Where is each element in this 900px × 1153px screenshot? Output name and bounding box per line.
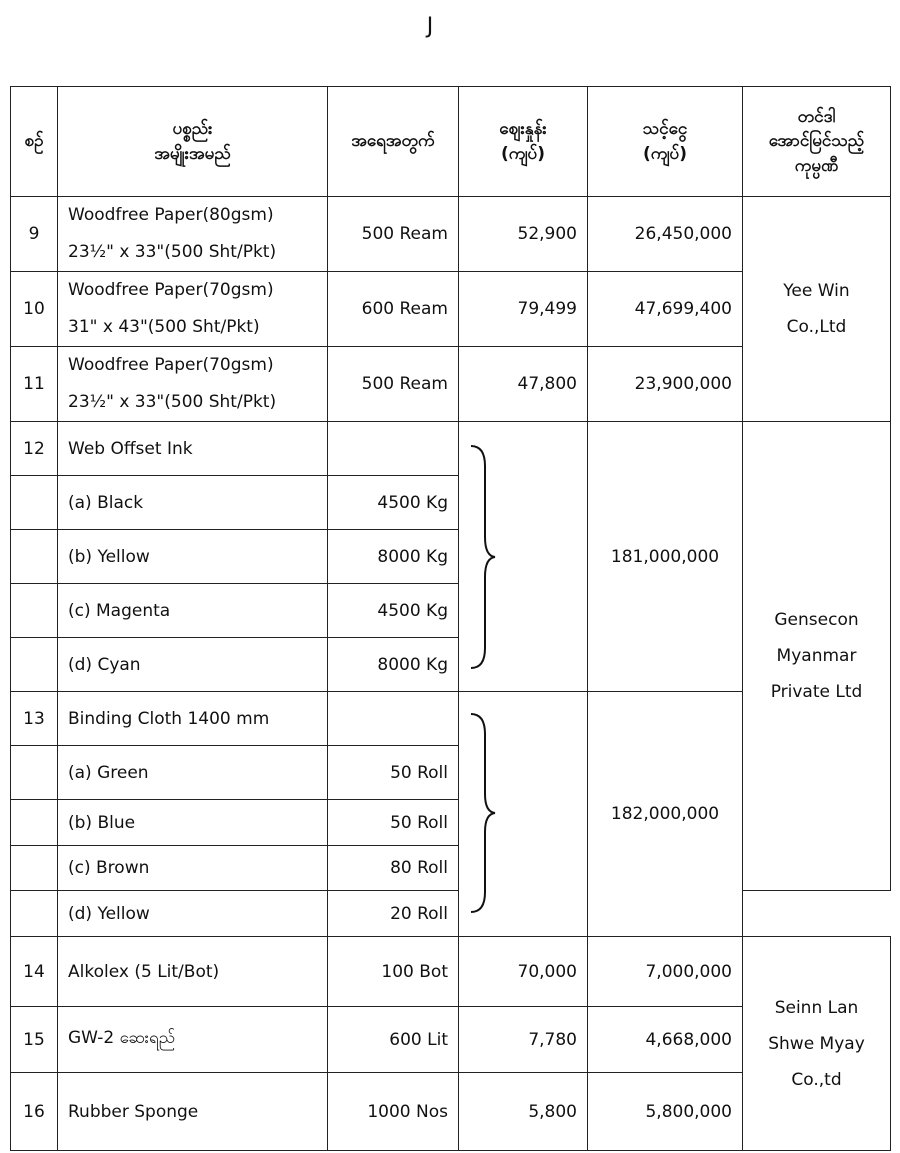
curly-brace-icon — [465, 712, 499, 914]
group-title: Web Offset Ink — [58, 422, 328, 476]
header-winner-line: ကုမ္ပဏီ — [794, 155, 839, 176]
sub-item: (c) Magenta — [58, 584, 328, 638]
row-item — [58, 272, 328, 347]
row-quantity: 500 Ream — [328, 347, 459, 422]
row-amount: 7,000,000 — [588, 937, 743, 1007]
sub-quantity: 4500 Kg — [328, 584, 459, 638]
supplier-line: Gensecon — [774, 610, 859, 630]
row-item — [58, 347, 328, 422]
row-item-line: Woodfree Paper(70gsm) — [68, 280, 274, 300]
row-price: 52,900 — [459, 197, 588, 272]
sub-quantity: 50 Roll — [328, 746, 459, 800]
header-winner-line: အောင်မြင်သည့် — [768, 131, 865, 152]
sub-quantity: 8000 Kg — [328, 638, 459, 692]
row-item: Rubber Sponge — [58, 1073, 328, 1151]
row-quantity: 600 Ream — [328, 272, 459, 347]
supplier-line: Myanmar — [776, 646, 857, 666]
page-number: J — [426, 14, 434, 39]
empty-cell — [328, 422, 459, 476]
header-item-line: အမျိုးအမည် — [154, 143, 231, 164]
supplier-line: Private Ltd — [770, 682, 863, 702]
supplier-line: Yee Win — [783, 281, 850, 301]
sub-quantity: 80 Roll — [328, 846, 459, 891]
supplier-cell — [743, 197, 891, 422]
table-header-row — [11, 87, 891, 197]
header-price-line: ဈေးနှုန်း — [499, 118, 547, 139]
row-quantity: 1000 Nos — [328, 1073, 459, 1151]
row-price: 7,780 — [459, 1007, 588, 1073]
table-row — [11, 197, 891, 272]
row-item-line: 23½" x 33"(500 Sht/Pkt) — [68, 242, 277, 262]
supplier-line: Co.,Ltd — [786, 317, 847, 337]
empty-cell — [11, 638, 58, 692]
sub-quantity: 8000 Kg — [328, 530, 459, 584]
empty-cell — [11, 800, 58, 846]
row-amount: 4,668,000 — [588, 1007, 743, 1073]
row-quantity: 500 Ream — [328, 197, 459, 272]
row-item-line: 31" x 43"(500 Sht/Pkt) — [68, 317, 260, 337]
group-amount: 182,000,000 — [588, 692, 743, 937]
group-amount: 181,000,000 — [588, 422, 743, 692]
row-no: 15 — [11, 1007, 58, 1073]
sub-item: (b) Blue — [58, 800, 328, 846]
empty-cell — [11, 746, 58, 800]
row-no: 14 — [11, 937, 58, 1007]
supplier-cell — [743, 422, 891, 891]
row-item-line: Woodfree Paper(80gsm) — [68, 205, 274, 225]
supplier-line: Seinn Lan — [774, 997, 859, 1018]
brace-cell — [459, 692, 588, 937]
row-quantity: 600 Lit — [328, 1007, 459, 1073]
row-no: 11 — [11, 347, 58, 422]
sub-quantity: 20 Roll — [328, 891, 459, 937]
header-amount — [588, 87, 743, 197]
row-no: 16 — [11, 1073, 58, 1151]
table-row — [11, 891, 891, 937]
header-no: စဉ် — [11, 87, 58, 197]
empty-cell — [328, 692, 459, 746]
empty-cell — [11, 891, 58, 937]
table-row — [11, 422, 891, 476]
procurement-table — [10, 86, 891, 1151]
empty-cell — [11, 530, 58, 584]
group-title: Binding Cloth 1400 mm — [58, 692, 328, 746]
row-item: GW-2 ဆေးရည် — [58, 1007, 328, 1073]
sub-item: (b) Yellow — [58, 530, 328, 584]
row-price: 5,800 — [459, 1073, 588, 1151]
row-no: 12 — [11, 422, 58, 476]
empty-cell — [11, 584, 58, 638]
sub-item: (d) Yellow — [58, 891, 328, 937]
empty-cell — [11, 846, 58, 891]
supplier-line: Shwe Myay — [768, 1033, 865, 1054]
row-item-line: Woodfree Paper(70gsm) — [68, 355, 274, 375]
row-no: 13 — [11, 692, 58, 746]
sub-quantity: 50 Roll — [328, 800, 459, 846]
row-no: 10 — [11, 272, 58, 347]
header-amount-line: သင့်ငွေ — [642, 118, 688, 139]
row-no: 9 — [11, 197, 58, 272]
brace-cell — [459, 422, 588, 692]
table-row — [11, 937, 891, 1007]
supplier-line: Co.,td — [791, 1069, 842, 1090]
row-quantity: 100 Bot — [328, 937, 459, 1007]
header-item — [58, 87, 328, 197]
sub-item: (a) Black — [58, 476, 328, 530]
header-unit-price — [459, 87, 588, 197]
sub-item: (a) Green — [58, 746, 328, 800]
header-item-line: ပစ္စည်း — [172, 118, 213, 139]
empty-cell — [11, 476, 58, 530]
header-winner — [743, 87, 891, 197]
curly-brace-icon — [465, 444, 499, 670]
row-amount: 26,450,000 — [588, 197, 743, 272]
row-item-line: 23½" x 33"(500 Sht/Pkt) — [68, 392, 277, 412]
row-amount: 47,699,400 — [588, 272, 743, 347]
row-item: Alkolex (5 Lit/Bot) — [58, 937, 328, 1007]
sub-item: (c) Brown — [58, 846, 328, 891]
row-price: 47,800 — [459, 347, 588, 422]
row-amount: 5,800,000 — [588, 1073, 743, 1151]
row-price: 70,000 — [459, 937, 588, 1007]
header-amount-line: (ကျပ်) — [642, 143, 688, 164]
supplier-cell — [743, 937, 891, 1151]
row-price: 79,499 — [459, 272, 588, 347]
header-winner-line: တင်ဒါ — [797, 106, 836, 127]
sub-item: (d) Cyan — [58, 638, 328, 692]
sub-quantity: 4500 Kg — [328, 476, 459, 530]
row-item — [58, 197, 328, 272]
row-amount: 23,900,000 — [588, 347, 743, 422]
header-quantity: အရေအတွက် — [328, 87, 459, 197]
header-price-line: (ကျပ်) — [500, 143, 546, 164]
